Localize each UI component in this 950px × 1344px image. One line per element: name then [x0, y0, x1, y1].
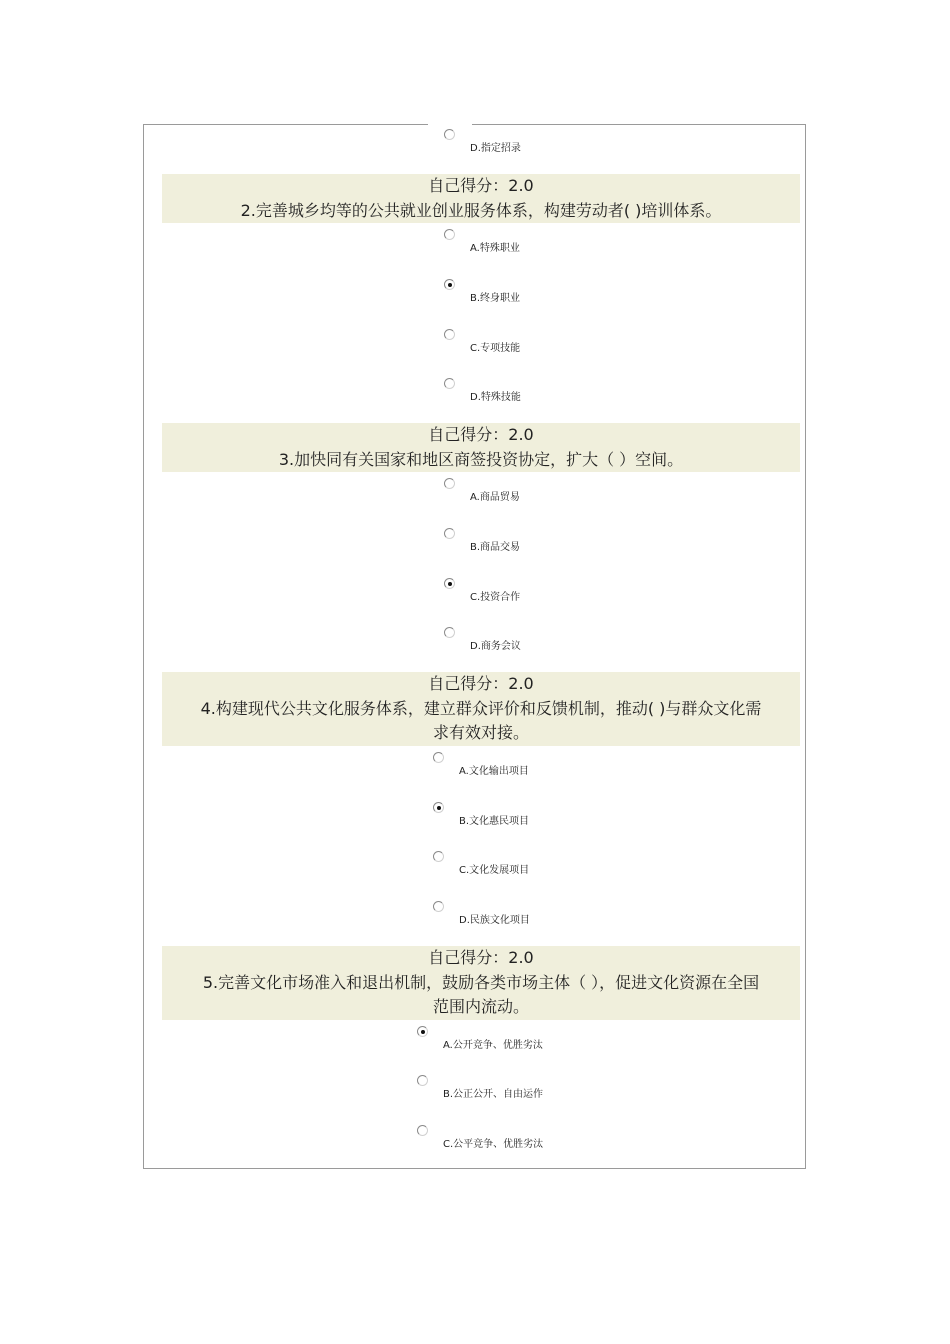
- option-label: D.指定招录: [470, 143, 521, 154]
- radio-button[interactable]: [444, 129, 455, 140]
- score-text: 自己得分：2.0: [428, 674, 534, 693]
- radio-button[interactable]: [417, 1075, 428, 1086]
- radio-button-selected[interactable]: [433, 802, 444, 813]
- score-text: 自己得分：2.0: [428, 425, 534, 444]
- radio-button[interactable]: [444, 478, 455, 489]
- frame-gap: [428, 122, 472, 128]
- question-text: 2.完善城乡均等的公共就业创业服务体系，构建劳动者( )培训体系。: [240, 200, 722, 220]
- option-label: B.公正公开、自由运作: [443, 1089, 544, 1100]
- radio-button[interactable]: [444, 528, 455, 539]
- option-label: B.终身职业: [470, 293, 521, 304]
- option-label: C.投资合作: [470, 592, 521, 603]
- question-text-line2: 求有效对接。: [432, 723, 529, 742]
- question-header-3: [162, 423, 800, 472]
- radio-button[interactable]: [417, 1125, 428, 1136]
- question-header-5: [162, 946, 800, 1020]
- option-label: D.民族文化项目: [459, 915, 530, 926]
- radio-button[interactable]: [433, 752, 444, 763]
- option-label: C.文化发展项目: [459, 865, 530, 876]
- question-text-line1: 5.完善文化市场准入和退出机制，鼓励各类市场主体（ ），促进文化资源在全国: [202, 972, 760, 992]
- question-text: 3.加快同有关国家和地区商签投资协定，扩大（ ）空间。: [278, 449, 684, 469]
- radio-button-selected[interactable]: [444, 578, 455, 589]
- radio-button-selected[interactable]: [417, 1026, 428, 1037]
- option-label: B.文化惠民项目: [459, 816, 530, 827]
- radio-button[interactable]: [444, 627, 455, 638]
- option-label: C.公平竞争、优胜劣汰: [443, 1139, 544, 1150]
- option-label: D.商务会议: [470, 641, 521, 652]
- question-header-2: [162, 174, 800, 223]
- option-label: A.文化输出项目: [459, 766, 529, 777]
- option-label: D.特殊技能: [470, 392, 521, 403]
- question-text-line1: 4.构建现代公共文化服务体系，建立群众评价和反馈机制，推动( )与群众文化需: [200, 698, 762, 718]
- question-text-line2: 范围内流动。: [432, 997, 529, 1016]
- score-text: 自己得分：2.0: [428, 948, 534, 967]
- radio-button-selected[interactable]: [444, 279, 455, 290]
- question-header-4: [162, 672, 800, 746]
- option-label: A.公开竞争、优胜劣汰: [443, 1040, 543, 1051]
- option-label: A.商品贸易: [470, 492, 520, 503]
- radio-button[interactable]: [433, 851, 444, 862]
- radio-button[interactable]: [444, 378, 455, 389]
- radio-button[interactable]: [444, 329, 455, 340]
- option-label: C.专项技能: [470, 343, 521, 354]
- option-label: B.商品交易: [470, 542, 521, 553]
- score-text: 自己得分：2.0: [428, 176, 534, 195]
- radio-button[interactable]: [444, 229, 455, 240]
- option-label: A.特殊职业: [470, 243, 520, 254]
- radio-button[interactable]: [433, 901, 444, 912]
